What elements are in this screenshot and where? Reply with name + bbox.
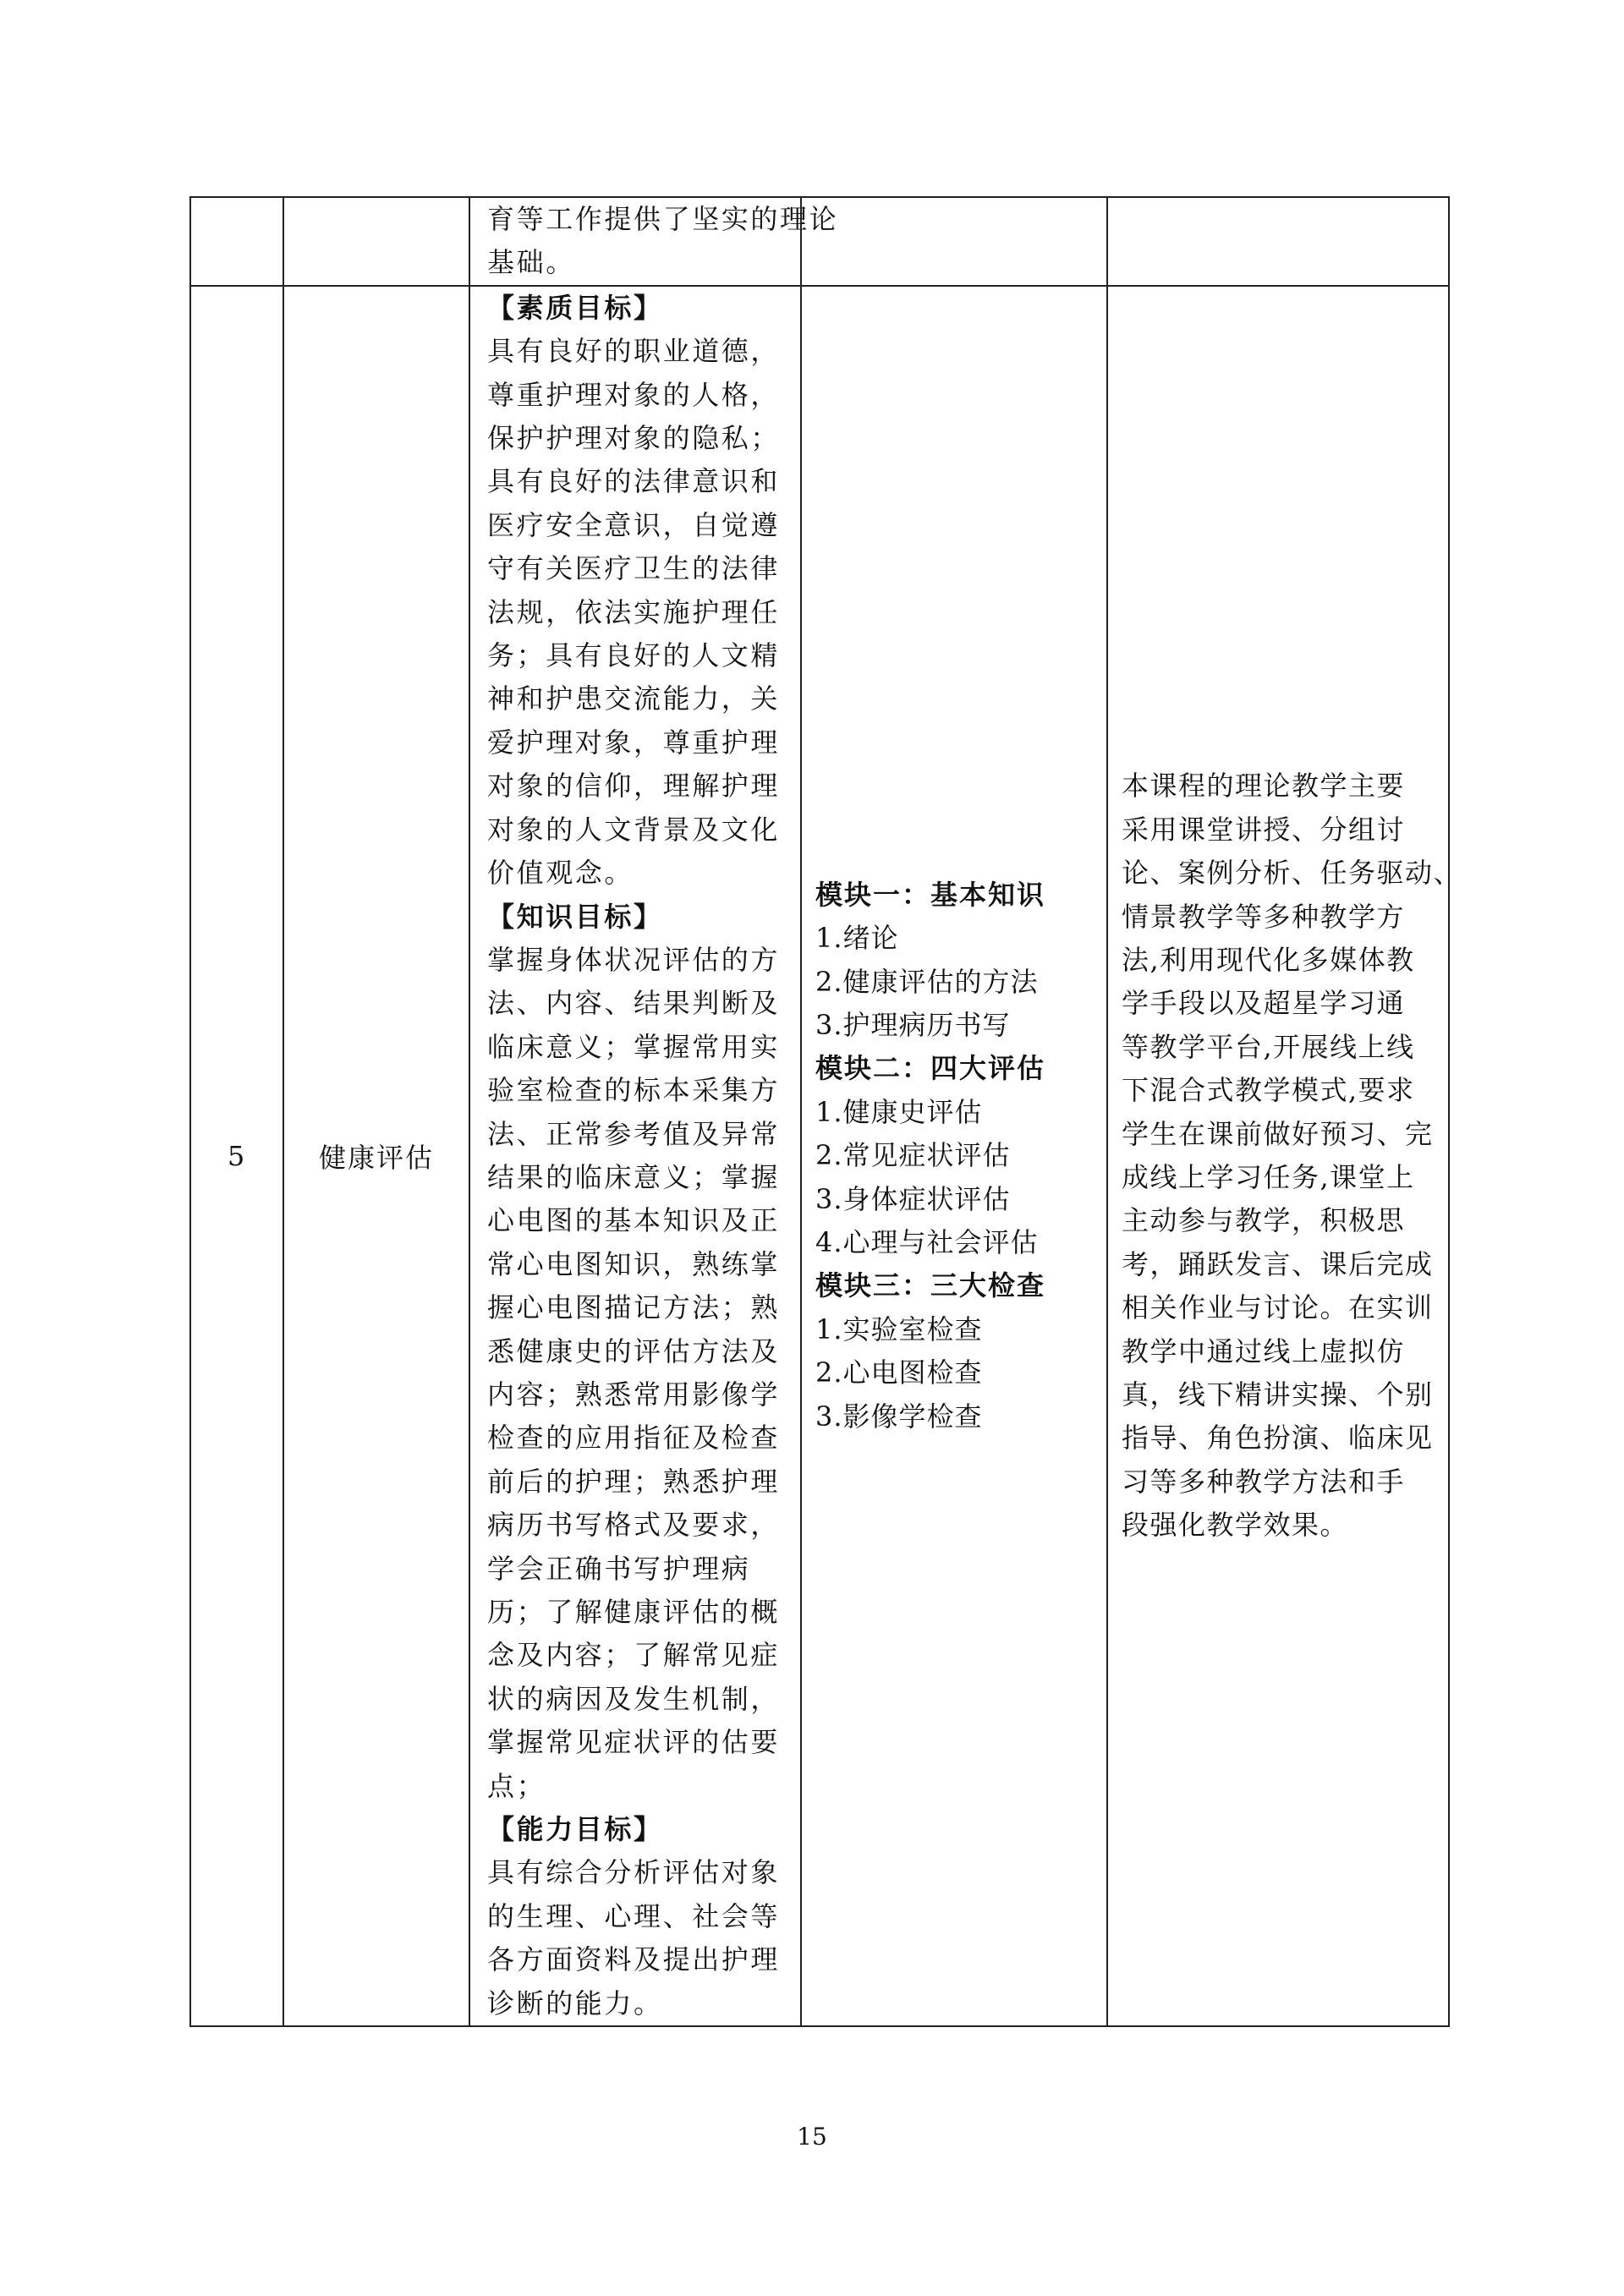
quality-goal-heading: 【素质目标】 bbox=[487, 291, 663, 324]
text-line: 学手段以及超星学习通 bbox=[1122, 987, 1406, 1020]
knowledge-goal-text bbox=[487, 939, 790, 1808]
text-line: 法、内容、结果判断及 bbox=[487, 987, 781, 1020]
text-line: 法规，依法实施护理任 bbox=[487, 595, 781, 628]
list-item: 2.心电图检查 bbox=[815, 1356, 983, 1389]
list-item: 2.常见症状评估 bbox=[815, 1139, 1011, 1172]
text-line: 段强化教学效果。 bbox=[1122, 1509, 1349, 1542]
table-row-continuation bbox=[190, 197, 1449, 286]
text-line: 具有综合分析评估对象 bbox=[487, 1856, 781, 1889]
module-2-title: 模块二：四大评估 bbox=[815, 1052, 1046, 1085]
ability-goal-heading: 【能力目标】 bbox=[487, 1813, 663, 1846]
text-line: 具有良好的法律意识和 bbox=[487, 465, 781, 498]
text-line: 基础。 bbox=[487, 246, 575, 279]
text-line: 爱护理对象，尊重护理 bbox=[487, 726, 781, 759]
list-item: 2.健康评估的方法 bbox=[815, 965, 1039, 998]
module-3-title: 模块三：三大检查 bbox=[815, 1269, 1046, 1302]
text-line: 法,利用现代化多媒体教 bbox=[1122, 943, 1415, 976]
text-line: 务；具有良好的人文精 bbox=[487, 639, 781, 672]
text-line: 具有良好的职业道德， bbox=[487, 335, 781, 368]
course-name: 健康评估 bbox=[318, 1141, 434, 1174]
cell-empty-method bbox=[1107, 197, 1449, 286]
text-line: 病历书写格式及要求， bbox=[487, 1509, 781, 1542]
text-line: 下混合式教学模式,要求 bbox=[1122, 1074, 1415, 1107]
text-line: 教学中通过线上虚拟仿 bbox=[1122, 1334, 1406, 1367]
text-line: 验室检查的标本采集方 bbox=[487, 1074, 781, 1107]
text-line: 悉健康史的评估方法及 bbox=[487, 1334, 781, 1367]
text-line: 等教学平台,开展线上线 bbox=[1122, 1030, 1415, 1063]
text-line: 价值观念。 bbox=[487, 857, 634, 890]
text-line: 习等多种教学方法和手 bbox=[1122, 1465, 1406, 1498]
module-3-items bbox=[815, 1308, 1100, 1438]
module-1-title: 模块一：基本知识 bbox=[815, 878, 1046, 911]
text-line: 主动参与教学，积极思 bbox=[1122, 1204, 1406, 1237]
text-line: 前后的护理；熟悉护理 bbox=[487, 1465, 781, 1498]
text-line: 诊断的能力。 bbox=[487, 1986, 663, 2019]
text-line: 指导、角色扮演、临床见 bbox=[1122, 1422, 1434, 1455]
text-line: 学会正确书写护理病 bbox=[487, 1552, 751, 1585]
course-content bbox=[802, 874, 1106, 1438]
course-content-cell bbox=[801, 286, 1107, 2026]
text-line: 学生在课前做好预习、完 bbox=[1122, 1117, 1434, 1150]
text-line: 历；了解健康评估的概 bbox=[487, 1596, 781, 1628]
text-line: 保护护理对象的隐私； bbox=[487, 422, 781, 455]
module-1-items bbox=[815, 917, 1100, 1047]
course-name-cell bbox=[283, 286, 469, 2026]
text-line: 成线上学习任务,课堂上 bbox=[1122, 1160, 1415, 1193]
text-line: 尊重护理对象的人格， bbox=[487, 378, 781, 411]
text-line: 对象的人文背景及文化 bbox=[487, 813, 781, 846]
list-item: 3.护理病历书写 bbox=[815, 1009, 1011, 1042]
text-line: 检查的应用指征及检查 bbox=[487, 1422, 781, 1455]
page-number: 15 bbox=[797, 2123, 827, 2151]
text-line: 结果的临床意义；掌握 bbox=[487, 1160, 781, 1193]
text-line: 的生理、心理、社会等 bbox=[487, 1899, 781, 1932]
text-line: 医疗安全意识，自觉遵 bbox=[487, 508, 781, 541]
continuation-goal-text bbox=[470, 198, 839, 285]
text-line: 采用课堂讲授、分组讨 bbox=[1122, 813, 1406, 846]
course-goals bbox=[470, 287, 800, 2025]
text-line: 状的病因及发生机制， bbox=[487, 1682, 781, 1715]
text-line: 相关作业与讨论。在实训 bbox=[1122, 1291, 1434, 1324]
text-line: 对象的信仰，理解护理 bbox=[487, 770, 781, 803]
text-line: 掌握身体状况评估的方 bbox=[487, 943, 781, 976]
text-line: 各方面资料及提出护理 bbox=[487, 1943, 781, 1976]
text-line: 法、正常参考值及异常 bbox=[487, 1117, 781, 1150]
text-line: 神和护患交流能力，关 bbox=[487, 682, 781, 715]
text-line: 情景教学等多种教学方 bbox=[1122, 900, 1406, 933]
list-item: 1.绪论 bbox=[815, 922, 899, 955]
list-item: 3.身体症状评估 bbox=[815, 1182, 1011, 1215]
list-item: 1.健康史评估 bbox=[815, 1095, 983, 1128]
cell-empty-name bbox=[283, 197, 469, 286]
knowledge-goal-heading: 【知识目标】 bbox=[487, 900, 663, 933]
text-line: 常心电图知识，熟练掌 bbox=[487, 1247, 781, 1280]
course-goals-cell bbox=[469, 286, 801, 2026]
list-item: 4.心理与社会评估 bbox=[815, 1226, 1039, 1259]
text-line: 心电图的基本知识及正 bbox=[487, 1204, 781, 1237]
cell-continuation-goal bbox=[469, 197, 839, 286]
curriculum-table bbox=[189, 196, 1462, 2027]
course-number-cell bbox=[190, 286, 283, 2026]
text-line: 本课程的理论教学主要 bbox=[1122, 770, 1406, 803]
cell-empty-number bbox=[190, 197, 283, 286]
text-line: 点； bbox=[487, 1769, 546, 1802]
list-item: 1.实验室检查 bbox=[815, 1312, 983, 1345]
teaching-method-text bbox=[1108, 764, 1462, 1547]
course-method-cell bbox=[1107, 286, 1462, 2026]
text-line: 临床意义；掌握常用实 bbox=[487, 1030, 781, 1063]
list-item: 3.影像学检查 bbox=[815, 1400, 983, 1433]
course-number: 5 bbox=[227, 1139, 247, 1172]
text-line: 握心电图描记方法；熟 bbox=[487, 1291, 781, 1324]
text-line: 掌握常见症状评的估要 bbox=[487, 1726, 781, 1759]
module-2-items bbox=[815, 1091, 1100, 1265]
text-line: 育等工作提供了坚实的理论 bbox=[487, 203, 839, 235]
text-line: 内容；熟悉常用影像学 bbox=[487, 1378, 781, 1411]
text-line: 守有关医疗卫生的法律 bbox=[487, 552, 781, 585]
text-line: 考，踊跃发言、课后完成 bbox=[1122, 1247, 1434, 1280]
table-row-course-5 bbox=[190, 286, 1449, 2026]
cell-empty-content bbox=[801, 197, 1107, 286]
quality-goal-text bbox=[487, 330, 790, 895]
text-line: 真，线下精讲实操、个别 bbox=[1122, 1378, 1434, 1411]
text-line: 念及内容；了解常见症 bbox=[487, 1639, 781, 1672]
text-line: 论、案例分析、任务驱动、 bbox=[1122, 857, 1462, 890]
ability-goal-text bbox=[487, 1851, 790, 2025]
